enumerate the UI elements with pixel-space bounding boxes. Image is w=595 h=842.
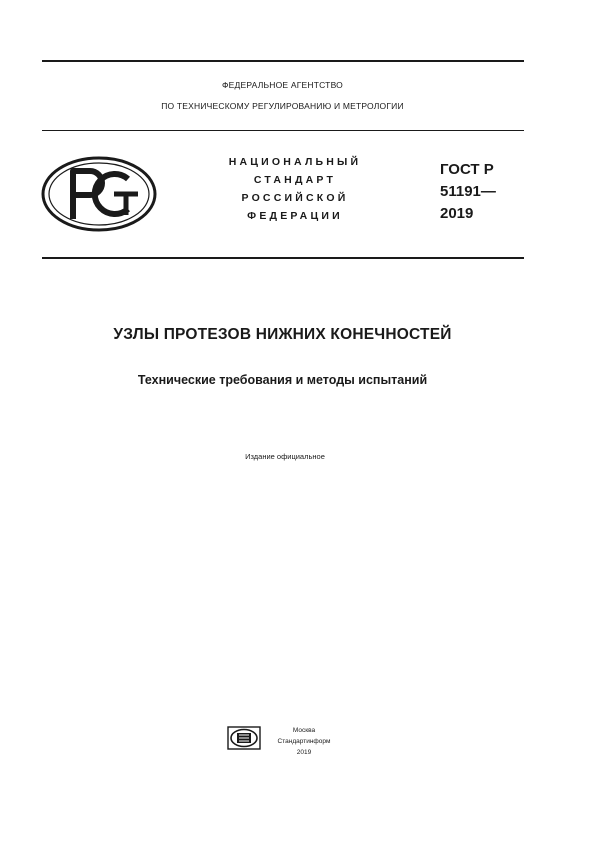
gost-designation-line-2: 51191—: [440, 183, 496, 200]
gost-designation-line-3: 2019: [440, 205, 474, 222]
national-standard-line-4: ФЕДЕРАЦИИ: [247, 210, 343, 222]
national-standard-line-1: НАЦИОНАЛЬНЫЙ: [228, 156, 362, 168]
bottom-header-rule: [42, 257, 524, 259]
national-standard-line-3: РОССИЙСКОЙ: [241, 192, 349, 204]
national-standard-line-2: СТАНДАРТ: [253, 174, 337, 186]
top-rule: [42, 60, 524, 62]
publisher-city: Москва: [292, 727, 316, 734]
rst-certification-logo-icon: [40, 155, 158, 233]
gost-designation-line-1: ГОСТ Р: [440, 161, 494, 178]
agency-line-1: ФЕДЕРАЛЬНОЕ АГЕНТСТВО: [222, 80, 343, 90]
document-title: УЗЛЫ ПРОТЕЗОВ НИЖНИХ КОНЕЧНОСТЕЙ: [113, 326, 452, 343]
publisher-name: Стандартинформ: [277, 738, 331, 745]
agency-line-2: ПО ТЕХНИЧЕСКОМУ РЕГУЛИРОВАНИЮ И МЕТРОЛОГИИ: [161, 101, 404, 111]
middle-rule: [42, 130, 524, 131]
document-subtitle: Технические требования и методы испытаний: [137, 373, 428, 387]
standartinform-logo-icon: [227, 726, 261, 750]
publisher-year: 2019: [296, 749, 312, 756]
edition-note: Издание официальное: [245, 452, 325, 461]
